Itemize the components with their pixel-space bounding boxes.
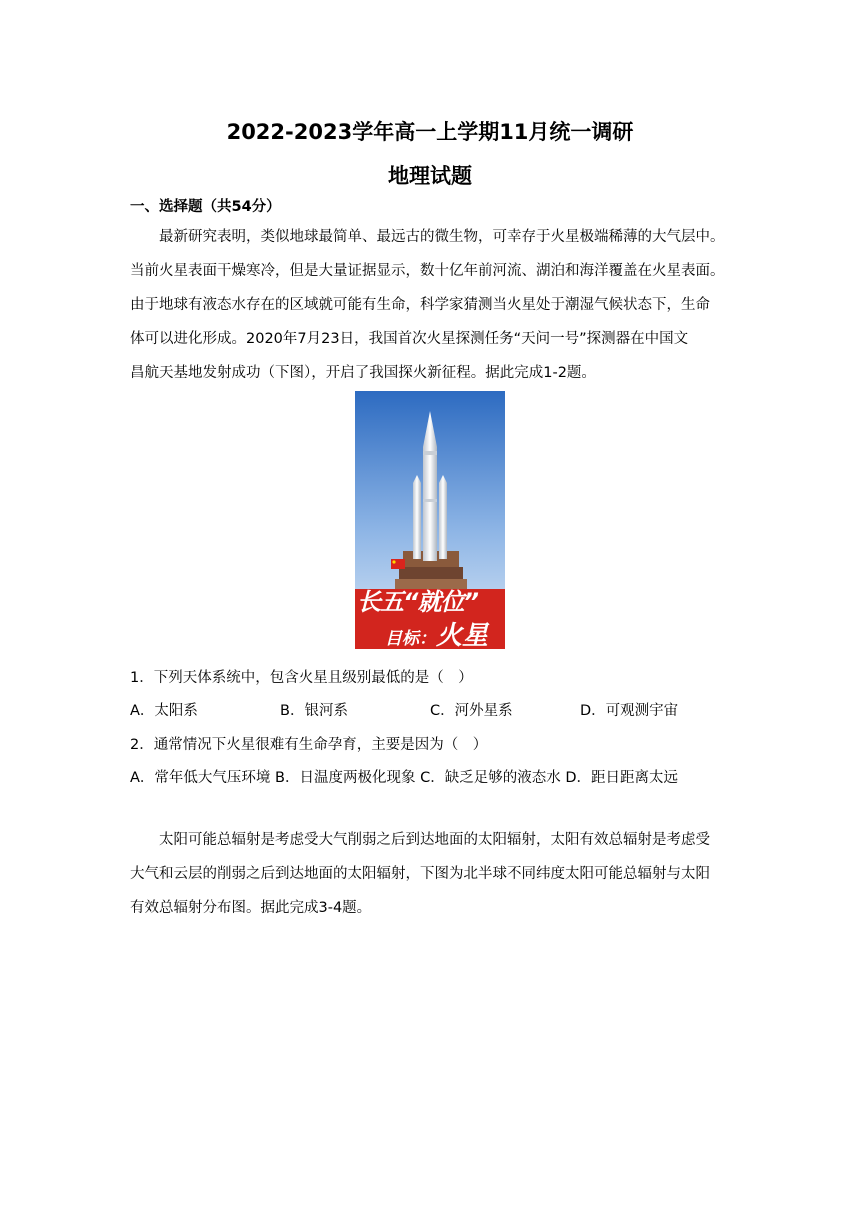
q1-option-b: B．银河系 <box>280 703 348 719</box>
passage-1-line: 昌航天基地发射成功（下图），开启了我国探火新征程。据此完成1-2题。 <box>130 365 596 381</box>
question-2-options: A．常年低大气压环境 B．日温度两极化现象 C．缺乏足够的液态水 D．距日距离太远 <box>130 770 678 786</box>
question-1-options <box>130 699 730 720</box>
question-1-stem: 1．下列天体系统中，包含火星且级别最低的是（ ） <box>130 670 473 686</box>
passage-1-line: 最新研究表明，类似地球最简单、最远古的微生物，可幸存于火星极端稀薄的大气层中。 <box>159 229 725 245</box>
rocket-photo <box>355 391 505 649</box>
exam-title: 2022-2023学年高一上学期11月统一调研 <box>226 120 634 144</box>
q1-option-d: D．可观测宇宙 <box>580 703 679 719</box>
section-heading: 一、选择题（共54分） <box>130 199 281 215</box>
passage-2 <box>130 823 730 925</box>
passage-2-line: 大气和云层的削弱之后到达地面的太阳辐射，下图为北半球不同纬度太阳可能总辐射与太阳 <box>130 866 710 882</box>
q1-option-a: A．太阳系 <box>130 703 198 719</box>
passage-2-line: 有效总辐射分布图。据此完成3-4题。 <box>130 900 372 916</box>
photo-caption-line2 <box>385 615 488 649</box>
passage-1 <box>130 220 730 390</box>
passage-2-line: 太阳可能总辐射是考虑受大气削弱之后到达地面的太阳辐射，太阳有效总辐射是考虑受 <box>159 832 710 848</box>
photo-caption-line1: 长五“就位” <box>357 588 478 616</box>
q1-option-c: C．河外星系 <box>430 703 513 719</box>
passage-1-line: 当前火星表面干燥寒冷，但是大量证据显示，数十亿年前河流、湖泊和海洋覆盖在火星表面。 <box>130 263 725 279</box>
exam-subtitle: 地理试题 <box>388 164 472 188</box>
passage-1-line: 体可以进化形成。2020年7月23日，我国首次火星探测任务“天问一号”探测器在中国文 <box>130 331 689 347</box>
photo-caption-prefix: 目标： <box>385 629 436 649</box>
question-2-stem: 2．通常情况下火星很难有生命孕育，主要是因为（ ） <box>130 737 488 753</box>
passage-1-line: 由于地球有液态水存在的区域就可能有生命，科学家猜测当火星处于潮湿气候状态下，生命 <box>130 297 710 313</box>
photo-caption-main: 火星 <box>436 621 489 649</box>
